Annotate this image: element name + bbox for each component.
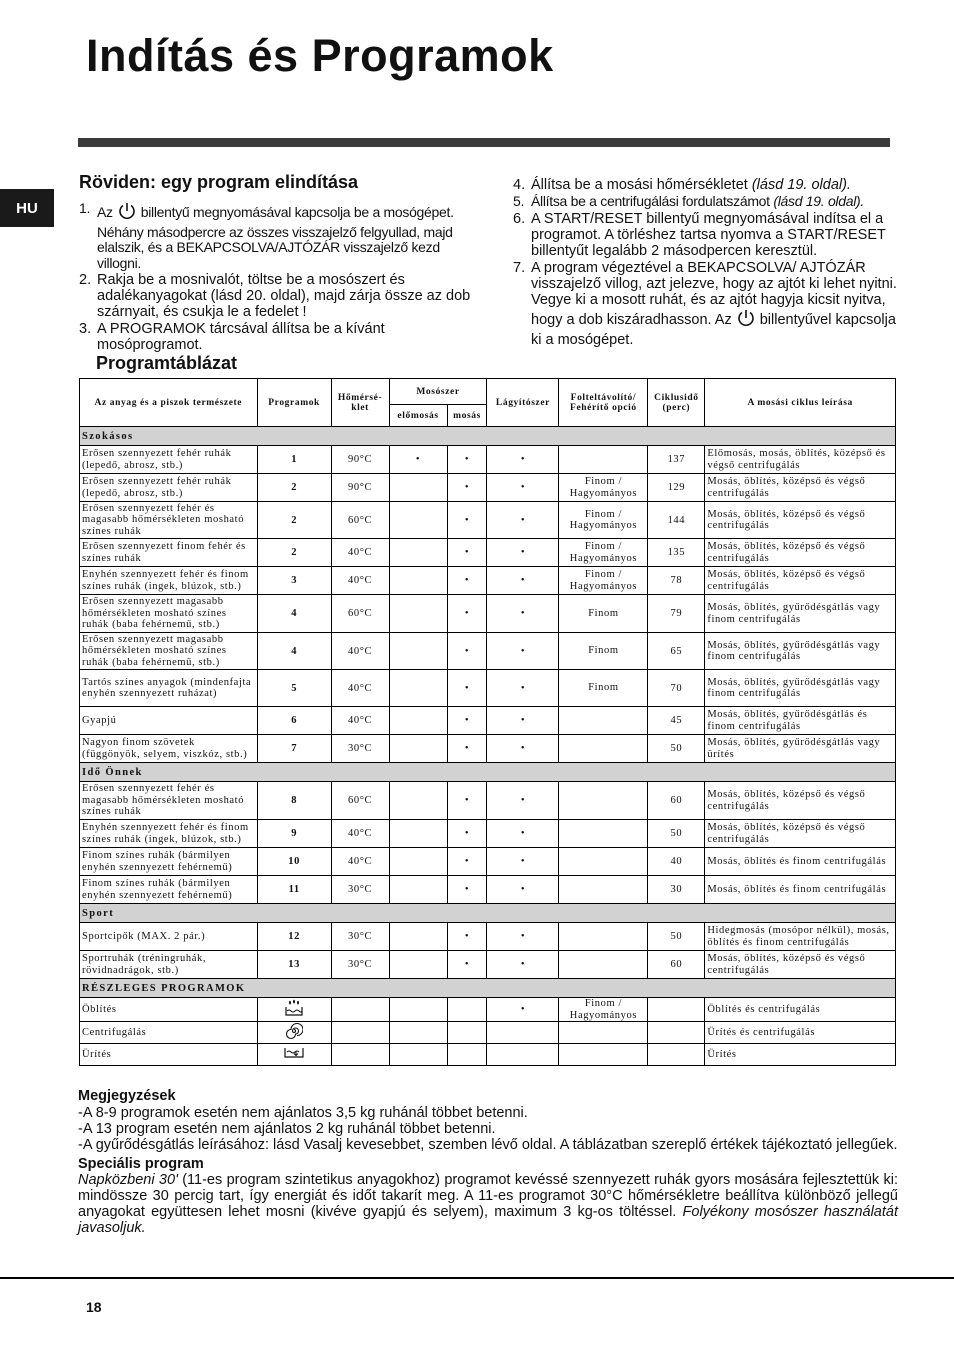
softener-cell: • bbox=[487, 782, 559, 820]
stain-cell bbox=[559, 923, 648, 951]
quick-start-right bbox=[513, 177, 898, 349]
temp-cell bbox=[331, 1044, 389, 1066]
description-cell: Mosás, öblítés, középső és végső centrifugálás bbox=[705, 539, 896, 567]
special-program-text: Napközbeni 30' (11-es program szintetikus anyagokhoz) programot kevéssé szennyezett ruhák gyors mosására fejlesztettük ki: mindössze 30 percig tart, így energiát és időt takarít meg. A 11-es programot 30°C hőmérsékletre beállítva különböző jellegű anyagokat együttesen lehet mosni (kivéve gyapjú és selyem), maximum 3 kg-os töltéssel. Folyékony mosószer használatát javasoljuk. bbox=[78, 1172, 898, 1236]
prewash-cell bbox=[389, 1044, 447, 1066]
stain-cell bbox=[559, 446, 648, 474]
special-program-title: Speciális program bbox=[78, 1156, 204, 1172]
step-3: 3. A PROGRAMOK tárcsával állítsa be a kívánt mosóprogramot. bbox=[79, 321, 385, 353]
cycle-cell: 70 bbox=[648, 670, 705, 707]
description-cell: Mosás, öblítés, középső és végső centrifugálás bbox=[705, 782, 896, 820]
softener-cell: • bbox=[487, 923, 559, 951]
note-item: -A 8-9 programok esetén nem ajánlatos 3,5 kg ruhánál többet betenni. bbox=[78, 1105, 528, 1121]
temp-cell: 40°C bbox=[331, 539, 389, 567]
cycle-cell: 129 bbox=[648, 474, 705, 502]
table-row bbox=[80, 595, 896, 633]
title-divider bbox=[78, 138, 890, 147]
fabric-cell: Gyapjú bbox=[80, 707, 258, 735]
temp-cell bbox=[331, 1022, 389, 1044]
softener-cell: • bbox=[487, 502, 559, 539]
program-cell: 12 bbox=[257, 923, 331, 951]
wash-cell bbox=[447, 1022, 487, 1044]
wash-cell: • bbox=[447, 848, 487, 876]
cycle-cell bbox=[648, 1044, 705, 1066]
description-cell: Ürítés bbox=[705, 1044, 896, 1066]
stain-cell: Finom bbox=[559, 595, 648, 633]
fabric-cell: Tartós színes anyagok (mindenfajta enyhén szennyezett ruházat) bbox=[80, 670, 258, 707]
wash-cell: • bbox=[447, 567, 487, 595]
temp-cell: 40°C bbox=[331, 848, 389, 876]
table-row bbox=[80, 670, 896, 707]
program-cell: 8 bbox=[257, 782, 331, 820]
description-cell: Mosás, öblítés, középső és végső centrifugálás bbox=[705, 567, 896, 595]
notes-section bbox=[78, 1088, 898, 1236]
cycle-cell: 50 bbox=[648, 923, 705, 951]
prewash-cell bbox=[389, 820, 447, 848]
wash-cell bbox=[447, 1044, 487, 1066]
quick-start-title: Röviden: egy program elindítása bbox=[79, 172, 359, 192]
wash-cell: • bbox=[447, 735, 487, 763]
category-label: Szokásos bbox=[80, 427, 896, 446]
prewash-cell bbox=[389, 951, 447, 979]
description-cell: Öblítés és centrifugálás bbox=[705, 998, 896, 1022]
header-softener: Lágyítószer bbox=[487, 379, 559, 427]
stain-cell bbox=[559, 735, 648, 763]
drain-icon bbox=[257, 1044, 331, 1066]
table-row bbox=[80, 923, 896, 951]
fabric-cell: Erősen szennyezett fehér és magasabb hőmérsékleten mosható színes ruhák bbox=[80, 502, 258, 539]
fabric-cell: Sportruhák (tréningruhák, rövidnadrágok, stb.) bbox=[80, 951, 258, 979]
temp-cell: 60°C bbox=[331, 782, 389, 820]
cycle-cell: 135 bbox=[648, 539, 705, 567]
wash-cell: • bbox=[447, 539, 487, 567]
wash-cell: • bbox=[447, 502, 487, 539]
temp-cell: 60°C bbox=[331, 595, 389, 633]
wash-cell: • bbox=[447, 474, 487, 502]
header-program: Programok bbox=[257, 379, 331, 427]
note-item: -A 13 program esetén nem ajánlatos 2 kg ruhánál többet betenni. bbox=[78, 1121, 496, 1137]
description-cell: Előmosás, mosás, öblítés, középső és végső centrifugálás bbox=[705, 446, 896, 474]
table-row bbox=[80, 707, 896, 735]
stain-cell: Finom bbox=[559, 670, 648, 707]
fabric-cell: Centrifugálás bbox=[80, 1022, 258, 1044]
prewash-cell bbox=[389, 876, 447, 904]
category-label: Sport bbox=[80, 904, 896, 923]
program-cell: 10 bbox=[257, 848, 331, 876]
footer-divider bbox=[0, 1277, 954, 1279]
program-cell: 4 bbox=[257, 633, 331, 670]
table-row bbox=[80, 474, 896, 502]
header-cycle: Ciklusidő (perc) bbox=[648, 379, 705, 427]
fabric-cell: Enyhén szennyezett fehér és finom színes ruhák (ingek, blúzok, stb.) bbox=[80, 820, 258, 848]
prewash-cell bbox=[389, 923, 447, 951]
stain-cell: Finom / Hagyományos bbox=[559, 539, 648, 567]
stain-cell bbox=[559, 951, 648, 979]
softener-cell: • bbox=[487, 735, 559, 763]
description-cell: Mosás, öblítés, gyűrődésgátlás vagy finom centrifugálás bbox=[705, 670, 896, 707]
step-4: 4. Állítsa be a mosási hőmérsékletet (lásd 19. oldal). bbox=[513, 177, 851, 193]
softener-cell: • bbox=[487, 951, 559, 979]
cycle-cell bbox=[648, 1022, 705, 1044]
fabric-cell: Erősen szennyezett magasabb hőmérsékleten mosható színes ruhák (baba fehérnemű, stb.) bbox=[80, 595, 258, 633]
prewash-cell bbox=[389, 707, 447, 735]
softener-cell: • bbox=[487, 446, 559, 474]
prewash-cell bbox=[389, 848, 447, 876]
prewash-cell: • bbox=[389, 446, 447, 474]
description-cell: Mosás, öblítés, gyűrődésgátlás és finom centrifugálás bbox=[705, 707, 896, 735]
temp-cell: 40°C bbox=[331, 670, 389, 707]
cycle-cell: 78 bbox=[648, 567, 705, 595]
step-2: 2. Rakja be a mosnivalót, töltse be a mosószert és adalékanyagokat (lásd 20. oldal), majd zárja össze az dob szárnyait, és csukja le a fedelet ! bbox=[79, 272, 471, 320]
softener-cell: • bbox=[487, 820, 559, 848]
fabric-cell: Erősen szennyezett finom fehér és színes ruhák bbox=[80, 539, 258, 567]
cycle-cell: 65 bbox=[648, 633, 705, 670]
step-1: 1. Az billentyű megnyomásával kapcsolja be a mosógépet. Néhány másodpercre az összes visszajelző felgyullad, majd elalszik, és a BEKAPCSOLVA/AJTÓZÁR visszajelző kezd villogni. bbox=[79, 200, 454, 271]
page-number: 18 bbox=[86, 1299, 102, 1315]
fabric-cell: Finom színes ruhák (bármilyen enyhén szennyezett fehérnemű) bbox=[80, 848, 258, 876]
softener-cell: • bbox=[487, 567, 559, 595]
temp-cell: 40°C bbox=[331, 707, 389, 735]
cycle-cell: 45 bbox=[648, 707, 705, 735]
step-6: 6. A START/RESET billentyű megnyomásával indítsa el a programot. A törléshez tartsa nyomva a START/RESET billentyűt legalább 2 másodpercen keresztül. bbox=[513, 210, 886, 259]
cycle-cell: 60 bbox=[648, 782, 705, 820]
note-item: -A gyűrődésgátlás leírásához: lásd Vasalj kevesebbet, szemben lévő oldal. A táblázatban szereplő értékek tájékoztató jellegűek. bbox=[78, 1137, 898, 1153]
softener-cell: • bbox=[487, 998, 559, 1022]
fabric-cell: Erősen szennyezett fehér ruhák (lepedő, abrosz, stb.) bbox=[80, 446, 258, 474]
wash-cell: • bbox=[447, 595, 487, 633]
temp-cell: 90°C bbox=[331, 474, 389, 502]
prewash-cell bbox=[389, 1022, 447, 1044]
temp-cell: 90°C bbox=[331, 446, 389, 474]
cycle-cell: 40 bbox=[648, 848, 705, 876]
cycle-cell: 79 bbox=[648, 595, 705, 633]
temp-cell: 40°C bbox=[331, 820, 389, 848]
program-cell: 13 bbox=[257, 951, 331, 979]
category-row bbox=[80, 979, 896, 998]
wash-cell: • bbox=[447, 820, 487, 848]
program-cell: 1 bbox=[257, 446, 331, 474]
fabric-cell: Enyhén szennyezett fehér és finom színes ruhák (ingek, blúzok, stb.) bbox=[80, 567, 258, 595]
stain-cell bbox=[559, 876, 648, 904]
page-title: Indítás és Programok bbox=[86, 30, 554, 81]
step-5: 5. Állítsa be a centrifugálási fordulatszámot (lásd 19. oldal). bbox=[513, 193, 864, 209]
stain-cell: Finom / Hagyományos bbox=[559, 567, 648, 595]
category-row bbox=[80, 427, 896, 446]
prewash-cell bbox=[389, 998, 447, 1022]
table-row bbox=[80, 567, 896, 595]
temp-cell: 30°C bbox=[331, 735, 389, 763]
stain-cell: Finom bbox=[559, 633, 648, 670]
wash-cell bbox=[447, 998, 487, 1022]
stain-cell: Finom / Hagyományos bbox=[559, 998, 648, 1022]
header-stain: Folteltávolító/ Fehérítő opció bbox=[559, 379, 648, 427]
prewash-cell bbox=[389, 782, 447, 820]
temp-cell: 40°C bbox=[331, 633, 389, 670]
power-icon bbox=[736, 308, 756, 332]
fabric-cell: Erősen szennyezett fehér ruhák (lepedő, abrosz, stb.) bbox=[80, 474, 258, 502]
table-row bbox=[80, 998, 896, 1022]
category-row bbox=[80, 904, 896, 923]
softener-cell: • bbox=[487, 848, 559, 876]
fabric-cell: Finom színes ruhák (bármilyen enyhén szennyezett fehérnemű) bbox=[80, 876, 258, 904]
cycle-cell: 137 bbox=[648, 446, 705, 474]
fabric-cell: Ürítés bbox=[80, 1044, 258, 1066]
stain-cell bbox=[559, 707, 648, 735]
cycle-cell: 50 bbox=[648, 820, 705, 848]
program-cell: 4 bbox=[257, 595, 331, 633]
description-cell: Hidegmosás (mosópor nélkül), mosás, öblítés és finom centrifugálás bbox=[705, 923, 896, 951]
prewash-cell bbox=[389, 735, 447, 763]
table-row bbox=[80, 502, 896, 539]
program-cell: 2 bbox=[257, 474, 331, 502]
header-description: A mosási ciklus leírása bbox=[705, 379, 896, 427]
description-cell: Mosás, öblítés, középső és végső centrifugálás bbox=[705, 951, 896, 979]
fabric-cell: Öblítés bbox=[80, 998, 258, 1022]
temp-cell: 30°C bbox=[331, 951, 389, 979]
stain-cell bbox=[559, 820, 648, 848]
header-temp: Hőmérsé-klet bbox=[331, 379, 389, 427]
table-row bbox=[80, 848, 896, 876]
table-row bbox=[80, 633, 896, 670]
wash-cell: • bbox=[447, 446, 487, 474]
softener-cell: • bbox=[487, 633, 559, 670]
temp-cell: 60°C bbox=[331, 502, 389, 539]
fabric-cell: Sportcipők (MAX. 2 pár.) bbox=[80, 923, 258, 951]
table-row bbox=[80, 1044, 896, 1066]
program-table bbox=[79, 378, 896, 1066]
program-table-body bbox=[80, 427, 896, 1066]
wash-cell: • bbox=[447, 782, 487, 820]
wash-cell: • bbox=[447, 633, 487, 670]
stain-cell bbox=[559, 1022, 648, 1044]
softener-cell bbox=[487, 1022, 559, 1044]
prewash-cell bbox=[389, 502, 447, 539]
stain-cell bbox=[559, 782, 648, 820]
program-cell: 2 bbox=[257, 502, 331, 539]
fabric-cell: Erősen szennyezett magasabb hőmérsékleten mosható színes ruhák (baba fehérnemű, stb.) bbox=[80, 633, 258, 670]
description-cell: Mosás, öblítés, középső és végső centrifugálás bbox=[705, 820, 896, 848]
header-fabric: Az anyag és a piszok természete bbox=[80, 379, 258, 427]
table-row bbox=[80, 539, 896, 567]
temp-cell: 40°C bbox=[331, 567, 389, 595]
table-row bbox=[80, 735, 896, 763]
wash-cell: • bbox=[447, 923, 487, 951]
prewash-cell bbox=[389, 539, 447, 567]
program-cell: 6 bbox=[257, 707, 331, 735]
prewash-cell bbox=[389, 670, 447, 707]
prewash-cell bbox=[389, 567, 447, 595]
fabric-cell: Erősen szennyezett fehér és magasabb hőmérsékleten mosható színes ruhák bbox=[80, 782, 258, 820]
step-7: 7. A program végeztével a BEKAPCSOLVA/ AJTÓZÁR visszajelző villog, azt jelezve, hogy az ajtót ki lehet nyitni. Vegye ki a mosott ruhát, és az ajtót hagyja kicsit nyitva, hogy a dob kiszáradhasson. Az billentyűvel kapcsolja ki a mosógépet. bbox=[513, 259, 897, 348]
table-row bbox=[80, 446, 896, 474]
table-row bbox=[80, 782, 896, 820]
softener-cell: • bbox=[487, 474, 559, 502]
notes-title: Megjegyzések bbox=[78, 1088, 176, 1104]
cycle-cell: 50 bbox=[648, 735, 705, 763]
wash-cell: • bbox=[447, 951, 487, 979]
table-row bbox=[80, 876, 896, 904]
softener-cell bbox=[487, 1044, 559, 1066]
description-cell: Mosás, öblítés és finom centrifugálás bbox=[705, 876, 896, 904]
table-row bbox=[80, 820, 896, 848]
description-cell: Mosás, öblítés, gyűrődésgátlás vagy finom centrifugálás bbox=[705, 595, 896, 633]
prewash-cell bbox=[389, 474, 447, 502]
power-icon bbox=[117, 201, 137, 225]
table-row bbox=[80, 951, 896, 979]
spin-icon bbox=[257, 1022, 331, 1044]
program-cell: 9 bbox=[257, 820, 331, 848]
softener-cell: • bbox=[487, 539, 559, 567]
description-cell: Mosás, öblítés, gyűrődésgátlás vagy finom centrifugálás bbox=[705, 633, 896, 670]
description-cell: Mosás, öblítés, középső és végső centrifugálás bbox=[705, 474, 896, 502]
temp-cell: 30°C bbox=[331, 876, 389, 904]
program-cell: 2 bbox=[257, 539, 331, 567]
quick-start-left bbox=[79, 172, 479, 354]
wash-cell: • bbox=[447, 707, 487, 735]
table-title: Programtáblázat bbox=[96, 353, 238, 373]
description-cell: Mosás, öblítés és finom centrifugálás bbox=[705, 848, 896, 876]
cycle-cell: 30 bbox=[648, 876, 705, 904]
header-wash: mosás bbox=[447, 405, 487, 427]
description-cell: Ürítés és centrifugálás bbox=[705, 1022, 896, 1044]
program-cell: 5 bbox=[257, 670, 331, 707]
softener-cell: • bbox=[487, 670, 559, 707]
cycle-cell bbox=[648, 998, 705, 1022]
cycle-cell: 144 bbox=[648, 502, 705, 539]
program-cell: 3 bbox=[257, 567, 331, 595]
table-row bbox=[80, 1022, 896, 1044]
fabric-cell: Nagyon finom szövetek (függönyök, selyem, viszkóz, stb.) bbox=[80, 735, 258, 763]
softener-cell: • bbox=[487, 595, 559, 633]
category-label: RÉSZLEGES PROGRAMOK bbox=[80, 979, 896, 998]
description-cell: Mosás, öblítés, középső és végső centrifugálás bbox=[705, 502, 896, 539]
temp-cell bbox=[331, 998, 389, 1022]
program-cell: 7 bbox=[257, 735, 331, 763]
description-cell: Mosás, öblítés, gyűrődésgátlás vagy ürítés bbox=[705, 735, 896, 763]
category-row bbox=[80, 763, 896, 782]
wash-cell: • bbox=[447, 670, 487, 707]
header-detergent: Mosószer bbox=[389, 379, 487, 405]
softener-cell: • bbox=[487, 876, 559, 904]
prewash-cell bbox=[389, 633, 447, 670]
program-cell: 11 bbox=[257, 876, 331, 904]
stain-cell: Finom / Hagyományos bbox=[559, 474, 648, 502]
wash-cell: • bbox=[447, 876, 487, 904]
category-label: Idő Önnek bbox=[80, 763, 896, 782]
stain-cell bbox=[559, 1044, 648, 1066]
softener-cell: • bbox=[487, 707, 559, 735]
header-prewash: előmosás bbox=[389, 405, 447, 427]
language-tab: HU bbox=[0, 189, 54, 227]
rinse-icon bbox=[257, 998, 331, 1022]
cycle-cell: 60 bbox=[648, 951, 705, 979]
stain-cell bbox=[559, 848, 648, 876]
prewash-cell bbox=[389, 595, 447, 633]
temp-cell: 30°C bbox=[331, 923, 389, 951]
stain-cell: Finom / Hagyományos bbox=[559, 502, 648, 539]
